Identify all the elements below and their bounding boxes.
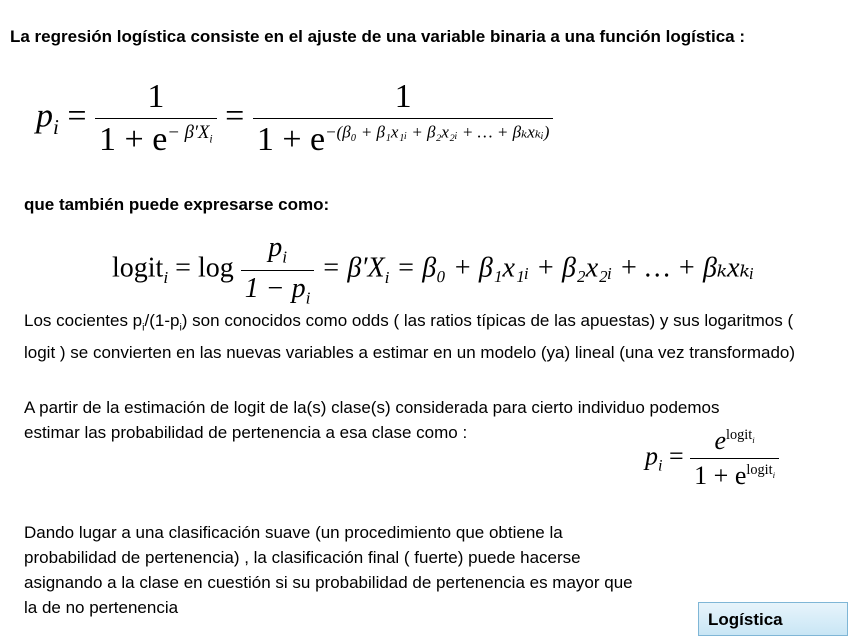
formula2-lhs: logit <box>112 252 164 284</box>
formula3-den <box>690 458 779 491</box>
formula2-rhs-sub: i <box>384 268 390 288</box>
formula1-lhs: p <box>36 97 53 135</box>
also-label: que también puede expresarse como: <box>24 195 330 214</box>
formula2-lhs-sub: i <box>163 268 169 288</box>
formula3-num-exp-sub: i <box>752 435 755 446</box>
formula1-frac2-den-base: 1 + e <box>256 121 326 158</box>
formula2-den <box>241 270 315 309</box>
formula3-eq: = <box>668 441 684 471</box>
formula3-den-base: 1 + e <box>694 461 747 490</box>
formula1-frac1-den-base: 1 + e <box>99 121 168 158</box>
formula1-frac2-den-exp: −(β₀ + β₁x₁ᵢ + β₂x₂ᵢ + … + βₖxₖᵢ) <box>325 122 550 142</box>
formula2-eq-log: = log <box>175 252 234 284</box>
formula1-eq2: = <box>225 97 245 135</box>
formula3-num <box>690 426 779 458</box>
formula1-frac2-den <box>253 118 554 159</box>
para1-post: ) son conocidos como odds ( las ratios típicas de las apuestas) y sus logaritmos ( logit ) se convierten en las nuevas variables a estimar en un modelo (ya) lineal (una vez transformado) <box>24 311 796 363</box>
formula1-eq: = <box>67 97 87 135</box>
logistica-tag[interactable]: Logística <box>698 602 848 636</box>
formula3-num-base: e <box>714 426 727 455</box>
formula2-rhs: = β′X <box>321 252 385 284</box>
odds-paragraph <box>24 308 824 365</box>
formula1-frac1-den <box>95 118 217 159</box>
formula2-den-base: 1 − p <box>244 272 306 304</box>
formula2-rhs2: = β₀ + β₁x₁ᵢ + β₂x₂ᵢ + … + βₖxₖᵢ <box>396 252 755 284</box>
formula3-den-exp: logit <box>746 462 773 479</box>
estimation-paragraph: A partir de la estimación de logit de la(s) clase(s) considerada para cierto individuo podemos estimar las probabilidad de pertenencia a esa clase como : <box>24 398 720 442</box>
formula1-fraction-1 <box>95 78 217 159</box>
formula3-num-exp: logit <box>726 427 753 444</box>
formula3-fraction <box>690 426 779 491</box>
formula1-lhs-sub: i <box>53 115 59 140</box>
formula3-lhs: p <box>645 441 658 471</box>
formula1-frac1-den-exp-sub: i <box>209 132 213 146</box>
formula3-lhs-sub: i <box>658 457 663 475</box>
formula2-den-sub: i <box>305 288 311 308</box>
formula1-frac2-num: 1 <box>394 78 412 115</box>
para1-pre: Los cocientes p <box>24 311 143 330</box>
logit-formula <box>112 232 754 308</box>
probability-formula <box>645 426 779 491</box>
formula2-num <box>241 232 315 270</box>
formula3-den-exp-sub: i <box>772 470 776 481</box>
para1-sub2: i <box>179 321 182 334</box>
formula1-frac1-num: 1 <box>147 78 165 115</box>
formula2-num-sub: i <box>282 247 288 267</box>
logistic-formula <box>36 78 553 159</box>
formula1-frac1-den-exp: − β′X <box>167 121 210 143</box>
classification-paragraph: Dando lugar a una clasificación suave (un procedimiento que obtiene la probabilidad de pertenencia) , la clasificación final ( fuerte) puede hacerse asignando a la clase en cuestión si su probabilidad de pertenencia es mayor que la de no pertenencia <box>24 523 633 617</box>
intro-text: La regresión logística consiste en el ajuste de una variable binaria a una función logística : <box>10 27 745 46</box>
para1-sub1: i <box>142 321 145 334</box>
formula2-num-base: p <box>268 232 283 263</box>
para1-mid: /(1-p <box>144 311 180 330</box>
formula1-fraction-2 <box>253 78 554 159</box>
formula2-fraction <box>241 232 315 308</box>
